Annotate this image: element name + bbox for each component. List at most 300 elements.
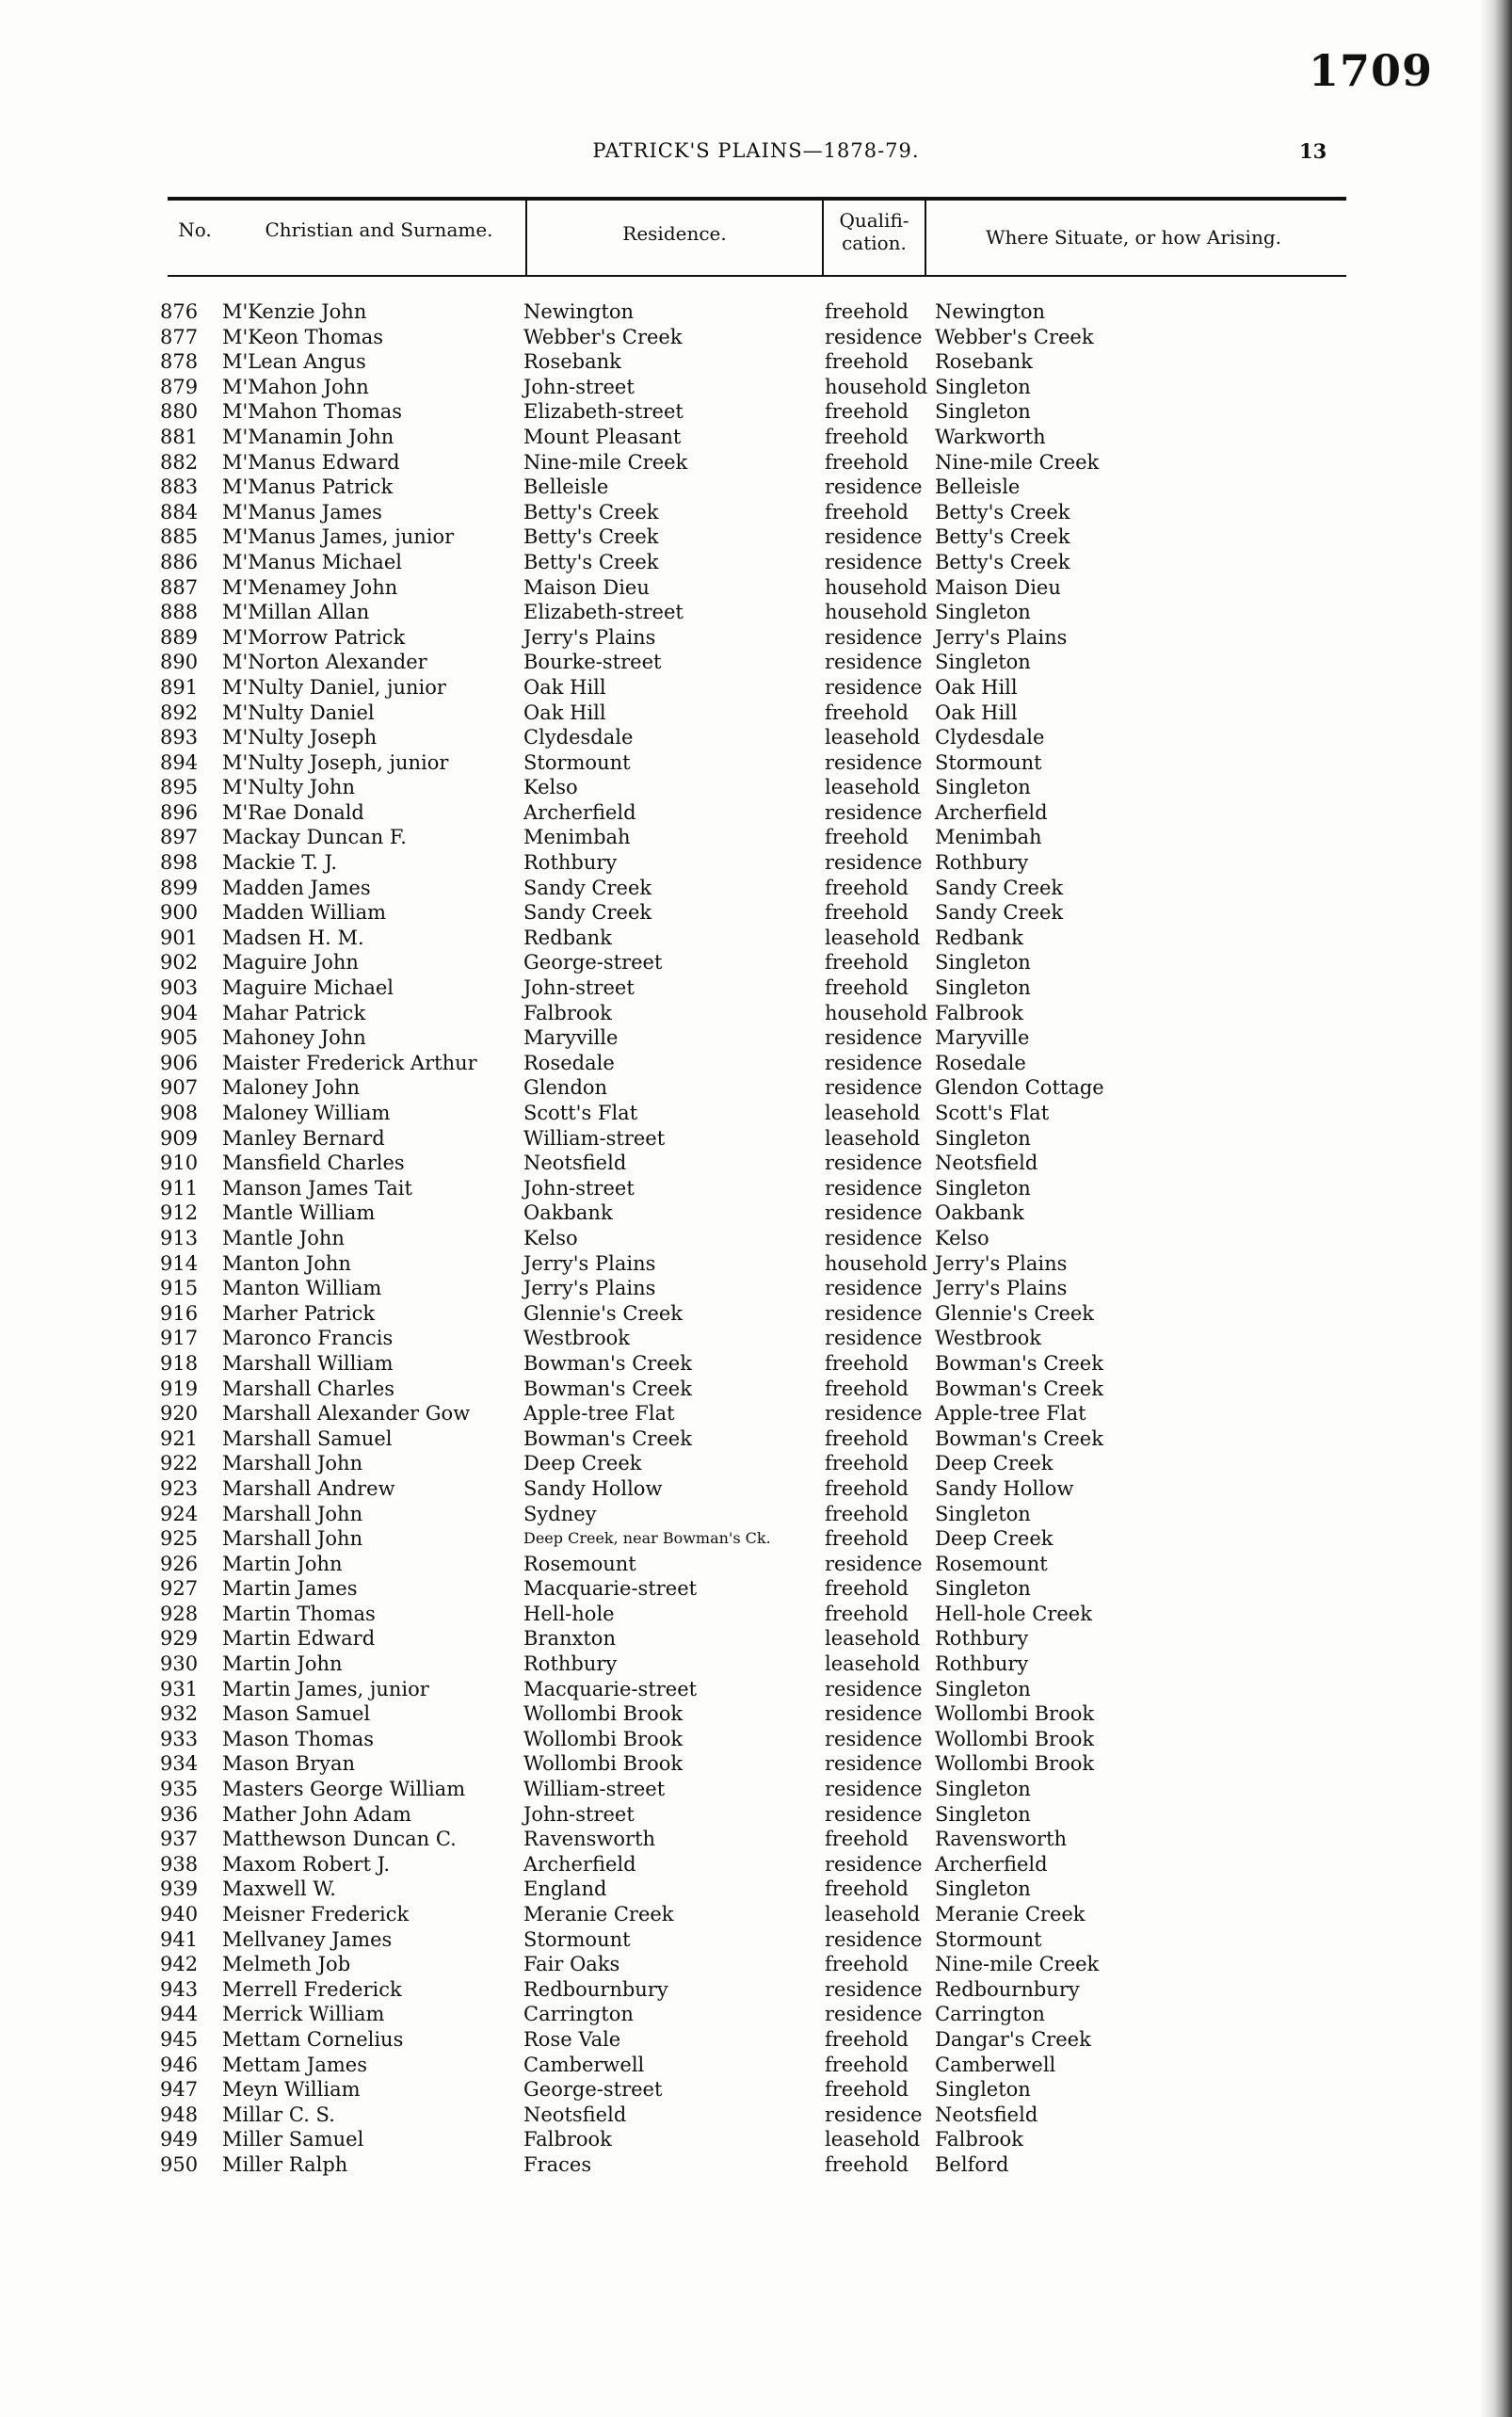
table-row: [0, 2127, 1512, 2152]
row-name: Martin John: [222, 1652, 343, 1676]
row-number: 923: [160, 1476, 199, 1500]
row-residence: Rose Vale: [523, 2027, 621, 2051]
row-residence: Sydney: [523, 1502, 597, 1525]
row-residence: Wollombi Brook: [523, 1752, 684, 1776]
row-qualification: residence: [825, 1051, 923, 1074]
row-residence: Rothbury: [523, 1652, 618, 1676]
row-where-situate: Scott's Flat: [935, 1102, 1050, 1124]
table-row: [0, 475, 1512, 500]
row-qualification: residence: [825, 2103, 923, 2126]
row-where-situate: Singleton: [935, 1176, 1031, 1200]
row-number: 918: [160, 1351, 199, 1375]
row-number: 939: [160, 1877, 199, 1901]
row-number: 948: [160, 2103, 199, 2126]
header-top-rule: [168, 197, 1346, 201]
row-where-situate: Rosedale: [935, 1051, 1026, 1074]
table-row: [0, 1652, 1512, 1677]
row-residence: Betty's Creek: [523, 550, 659, 573]
row-name: M'Rae Donald: [222, 800, 364, 824]
row-residence: Mount Pleasant: [523, 425, 682, 448]
row-where-situate: Westbrook: [935, 1327, 1042, 1350]
table-row: [0, 1126, 1512, 1152]
row-qualification: freehold: [825, 2152, 909, 2176]
row-residence: Deep Creek: [523, 1452, 642, 1475]
table-row: [0, 975, 1512, 1001]
row-name: M'Lean Angus: [222, 350, 366, 374]
row-name: M'Norton Alexander: [222, 651, 427, 674]
table-row: [0, 2152, 1512, 2178]
row-number: 922: [160, 1452, 199, 1475]
row-name: Marshall Samuel: [222, 1426, 393, 1450]
row-name: Mackay Duncan F.: [222, 826, 407, 849]
row-qualification: freehold: [825, 976, 909, 1000]
row-residence: Rosemount: [523, 1552, 636, 1575]
row-name: Maxom Robert J.: [222, 1852, 391, 1876]
row-residence: Jerry's Plains: [523, 625, 656, 649]
row-name: M'Nulty Daniel, junior: [222, 675, 446, 699]
row-qualification: residence: [825, 1677, 923, 1700]
table-row: [0, 1301, 1512, 1327]
row-where-situate: Falbrook: [935, 1001, 1023, 1024]
row-name: Maxwell W.: [222, 1877, 336, 1901]
row-name: Miller Ralph: [222, 2152, 348, 2176]
row-name: M'Manamin John: [222, 425, 394, 448]
table-row: [0, 2002, 1512, 2027]
row-number: 898: [160, 851, 199, 875]
row-residence: Neotsfield: [523, 2103, 627, 2126]
row-where-situate: Archerfield: [935, 800, 1048, 824]
row-qualification: freehold: [825, 2053, 909, 2076]
row-number: 890: [160, 651, 199, 674]
row-number: 889: [160, 625, 199, 649]
row-where-situate: Singleton: [935, 776, 1031, 799]
row-residence: Redbournbury: [523, 1977, 668, 2001]
row-residence: John-street: [523, 976, 635, 1000]
row-qualification: residence: [825, 1226, 923, 1249]
row-where-situate: Rothbury: [935, 1652, 1029, 1676]
row-number: 892: [160, 701, 199, 724]
row-qualification: freehold: [825, 1377, 909, 1400]
row-where-situate: Meranie Creek: [935, 1903, 1086, 1926]
row-qualification: residence: [825, 1201, 923, 1225]
table-row: [0, 1526, 1512, 1552]
row-name: M'Nulty Joseph: [222, 726, 378, 749]
row-where-situate: Singleton: [935, 375, 1031, 398]
row-where-situate: Sandy Creek: [935, 876, 1064, 899]
row-name: Martin Edward: [222, 1627, 376, 1651]
table-row: [0, 1326, 1512, 1351]
row-number: 946: [160, 2053, 199, 2076]
row-where-situate: Singleton: [935, 1126, 1031, 1150]
row-qualification: freehold: [825, 350, 909, 374]
row-where-situate: Betty's Creek: [935, 550, 1070, 573]
row-residence: England: [523, 1877, 607, 1901]
row-number: 937: [160, 1828, 199, 1851]
row-qualification: freehold: [825, 951, 909, 975]
row-name: M'Manus Edward: [222, 450, 400, 474]
row-name: Marshall John: [222, 1527, 363, 1551]
table-row: [0, 850, 1512, 876]
row-qualification: residence: [825, 1977, 923, 2001]
row-where-situate: Sandy Creek: [935, 901, 1064, 925]
row-name: Matthewson Duncan C.: [222, 1828, 457, 1851]
row-qualification: freehold: [825, 425, 909, 448]
table-row: [0, 1451, 1512, 1476]
table-row: [0, 1602, 1512, 1627]
row-residence: Sandy Creek: [523, 876, 652, 899]
row-where-situate: Jerry's Plains: [935, 1277, 1068, 1300]
row-where-situate: Clydesdale: [935, 726, 1045, 749]
row-qualification: residence: [825, 1852, 923, 1876]
row-number: 940: [160, 1903, 199, 1926]
table-row: [0, 1276, 1512, 1301]
row-name: M'Manus James, junior: [222, 525, 455, 549]
column-header-name: Christian and Surname.: [265, 218, 493, 241]
row-name: Marshall John: [222, 1502, 363, 1525]
table-row: [0, 1777, 1512, 1802]
row-residence: Stormount: [523, 1927, 631, 1951]
row-where-situate: Rosemount: [935, 1552, 1048, 1575]
row-number: 899: [160, 876, 199, 899]
row-qualification: residence: [825, 550, 923, 573]
row-qualification: residence: [825, 800, 923, 824]
row-qualification: freehold: [825, 901, 909, 925]
row-name: M'Nulty John: [222, 776, 355, 799]
row-name: Marher Patrick: [222, 1301, 376, 1325]
table-row: [0, 1401, 1512, 1426]
row-where-situate: Bowman's Creek: [935, 1426, 1103, 1450]
row-number: 902: [160, 951, 199, 975]
row-number: 947: [160, 2078, 199, 2102]
table-row: [0, 650, 1512, 675]
table-row: [0, 1251, 1512, 1277]
row-qualification: residence: [825, 325, 923, 348]
row-where-situate: Hell-hole Creek: [935, 1602, 1092, 1625]
row-number: 876: [160, 300, 199, 323]
row-number: 943: [160, 1977, 199, 2001]
table-row: [0, 1351, 1512, 1377]
row-name: Mansfield Charles: [222, 1152, 405, 1175]
row-name: Marshall Andrew: [222, 1476, 395, 1500]
table-row: [0, 1176, 1512, 1201]
row-number: 925: [160, 1527, 199, 1551]
row-name: Maronco Francis: [222, 1327, 394, 1350]
row-number: 941: [160, 1927, 199, 1951]
row-name: Mantle William: [222, 1201, 376, 1225]
table-row: [0, 1677, 1512, 1702]
row-residence: Menimbah: [523, 826, 631, 849]
row-number: 932: [160, 1702, 199, 1726]
row-residence: Elizabeth-street: [523, 601, 684, 624]
row-number: 908: [160, 1102, 199, 1124]
row-name: M'Nulty Daniel: [222, 701, 375, 724]
row-where-situate: Maryville: [935, 1026, 1030, 1050]
row-where-situate: Singleton: [935, 2078, 1031, 2102]
row-residence: Wollombi Brook: [523, 1727, 684, 1750]
row-residence: Archerfield: [523, 1852, 636, 1876]
row-number: 878: [160, 350, 199, 374]
table-row: [0, 1476, 1512, 1502]
row-qualification: freehold: [825, 1953, 909, 1976]
row-qualification: freehold: [825, 1452, 909, 1475]
row-number: 913: [160, 1226, 199, 1249]
row-number: 936: [160, 1802, 199, 1826]
row-number: 907: [160, 1076, 199, 1100]
row-residence: Ravensworth: [523, 1828, 656, 1851]
row-where-situate: Singleton: [935, 400, 1031, 424]
row-name: Masters George William: [222, 1778, 466, 1801]
row-number: 933: [160, 1727, 199, 1750]
row-qualification: leasehold: [825, 1102, 921, 1124]
row-name: M'Manus Michael: [222, 550, 402, 573]
row-qualification: residence: [825, 1552, 923, 1575]
row-where-situate: Apple-tree Flat: [935, 1402, 1086, 1426]
row-name: M'Menamey John: [222, 575, 398, 599]
row-qualification: residence: [825, 1402, 923, 1426]
row-number: 927: [160, 1577, 199, 1601]
row-where-situate: Singleton: [935, 651, 1031, 674]
row-qualification: freehold: [825, 1602, 909, 1625]
row-residence: Jerry's Plains: [523, 1277, 656, 1300]
row-where-situate: Betty's Creek: [935, 525, 1070, 549]
row-where-situate: Glennie's Creek: [935, 1301, 1095, 1325]
row-qualification: residence: [825, 1802, 923, 1826]
table-row: [0, 399, 1512, 425]
row-qualification: freehold: [825, 1476, 909, 1500]
row-qualification: freehold: [825, 1577, 909, 1601]
row-residence: Bourke-street: [523, 651, 662, 674]
row-qualification: residence: [825, 1176, 923, 1200]
row-qualification: residence: [825, 1927, 923, 1951]
table-row: [0, 1852, 1512, 1877]
row-where-situate: Singleton: [935, 951, 1031, 975]
table-row: [0, 675, 1512, 701]
row-residence: Hell-hole: [523, 1602, 615, 1625]
row-qualification: freehold: [825, 400, 909, 424]
row-number: 928: [160, 1602, 199, 1625]
row-where-situate: Singleton: [935, 1877, 1031, 1901]
row-qualification: leasehold: [825, 1652, 921, 1676]
table-row: [0, 500, 1512, 525]
row-residence: John-street: [523, 1802, 635, 1826]
row-number: 926: [160, 1552, 199, 1575]
row-qualification: residence: [825, 651, 923, 674]
table-row: [0, 375, 1512, 400]
row-residence: Camberwell: [523, 2053, 645, 2076]
row-residence: Rosedale: [523, 1051, 615, 1074]
row-number: 945: [160, 2027, 199, 2051]
row-where-situate: Wollombi Brook: [935, 1702, 1095, 1726]
row-qualification: freehold: [825, 826, 909, 849]
row-where-situate: Singleton: [935, 1502, 1031, 1525]
row-qualification: residence: [825, 475, 923, 499]
row-where-situate: Sandy Hollow: [935, 1476, 1074, 1500]
row-qualification: freehold: [825, 1527, 909, 1551]
table-row: [0, 1952, 1512, 1977]
row-name: Maister Frederick Arthur: [222, 1051, 477, 1074]
table-row: [0, 1927, 1512, 1953]
row-name: Marshall Alexander Gow: [222, 1402, 471, 1426]
row-residence: Kelso: [523, 1226, 578, 1249]
row-name: Mather John Adam: [222, 1802, 411, 1826]
row-qualification: leasehold: [825, 1627, 921, 1651]
row-residence: Jerry's Plains: [523, 1251, 656, 1275]
table-row: [0, 325, 1512, 350]
row-residence: Westbrook: [523, 1327, 631, 1350]
row-qualification: residence: [825, 1026, 923, 1050]
row-number: 891: [160, 675, 199, 699]
row-number: 880: [160, 400, 199, 424]
row-qualification: residence: [825, 1277, 923, 1300]
row-name: Manley Bernard: [222, 1126, 385, 1150]
row-number: 910: [160, 1152, 199, 1175]
row-qualification: residence: [825, 625, 923, 649]
table-row: [0, 900, 1512, 926]
row-where-situate: Singleton: [935, 976, 1031, 1000]
table-row: [0, 1001, 1512, 1026]
row-name: Madden William: [222, 901, 387, 925]
row-name: Meyn William: [222, 2078, 361, 2102]
row-name: Millar C. S.: [222, 2103, 335, 2126]
row-where-situate: Redbournbury: [935, 1977, 1080, 2001]
table-row: [0, 524, 1512, 550]
row-name: Maloney William: [222, 1102, 391, 1124]
row-number: 884: [160, 500, 199, 524]
row-qualification: leasehold: [825, 926, 921, 949]
row-where-situate: Bowman's Creek: [935, 1351, 1103, 1375]
row-name: M'Morrow Patrick: [222, 625, 406, 649]
row-where-situate: Deep Creek: [935, 1527, 1054, 1551]
page-number: 13: [1299, 139, 1327, 163]
row-residence: Oak Hill: [523, 675, 606, 699]
row-where-situate: Deep Creek: [935, 1452, 1054, 1475]
row-where-situate: Singleton: [935, 1677, 1031, 1700]
table-row: [0, 349, 1512, 375]
row-where-situate: Webber's Creek: [935, 325, 1094, 348]
row-qualification: residence: [825, 1301, 923, 1325]
table-row: [0, 1877, 1512, 1902]
row-name: Maguire Michael: [222, 976, 394, 1000]
row-where-situate: Neotsfield: [935, 2103, 1038, 2126]
row-where-situate: Glendon Cottage: [935, 1076, 1104, 1100]
row-residence: Macquarie-street: [523, 1577, 698, 1601]
row-residence: Fair Oaks: [523, 1953, 620, 1976]
row-qualification: freehold: [825, 1351, 909, 1375]
table-row: [0, 625, 1512, 651]
row-number: 887: [160, 575, 199, 599]
row-number: 950: [160, 2152, 199, 2176]
table-row: [0, 926, 1512, 951]
row-name: Maguire John: [222, 951, 359, 975]
table-row: [0, 600, 1512, 625]
row-name: Mahar Patrick: [222, 1001, 366, 1024]
elector-list: [0, 299, 1512, 2178]
row-number: 912: [160, 1201, 199, 1225]
row-residence: Elizabeth-street: [523, 400, 684, 424]
row-number: 934: [160, 1752, 199, 1776]
row-name: Martin James: [222, 1577, 358, 1601]
row-where-situate: Bowman's Creek: [935, 1377, 1103, 1400]
row-number: 896: [160, 800, 199, 824]
row-qualification: freehold: [825, 876, 909, 899]
row-qualification: freehold: [825, 701, 909, 724]
table-row: [0, 1200, 1512, 1226]
row-where-situate: Singleton: [935, 1577, 1031, 1601]
row-number: 897: [160, 826, 199, 849]
row-where-situate: Newington: [935, 300, 1046, 323]
row-name: Marshall John: [222, 1452, 363, 1475]
row-where-situate: Falbrook: [935, 2128, 1023, 2151]
table-row: [0, 1226, 1512, 1251]
table-row: [0, 1051, 1512, 1076]
row-qualification: residence: [825, 675, 923, 699]
row-name: M'Millan Allan: [222, 601, 370, 624]
row-name: Marshall William: [222, 1351, 394, 1375]
row-residence: Falbrook: [523, 2128, 612, 2151]
row-number: 903: [160, 976, 199, 1000]
row-qualification: freehold: [825, 500, 909, 524]
table-row: [0, 1827, 1512, 1852]
row-number: 924: [160, 1502, 199, 1525]
row-number: 905: [160, 1026, 199, 1050]
row-qualification: leasehold: [825, 2128, 921, 2151]
row-residence: Betty's Creek: [523, 500, 659, 524]
row-where-situate: Nine-mile Creek: [935, 450, 1100, 474]
row-qualification: freehold: [825, 300, 909, 323]
table-row: [0, 1426, 1512, 1452]
row-where-situate: Nine-mile Creek: [935, 1953, 1100, 1976]
row-qualification: residence: [825, 1702, 923, 1726]
row-number: 915: [160, 1277, 199, 1300]
table-row: [0, 725, 1512, 750]
row-qualification: residence: [825, 1778, 923, 1801]
row-where-situate: Neotsfield: [935, 1152, 1038, 1175]
row-name: Mason Bryan: [222, 1752, 356, 1776]
row-residence: Rosebank: [523, 350, 621, 374]
row-where-situate: Warkworth: [935, 425, 1046, 448]
row-residence: Bowman's Creek: [523, 1351, 692, 1375]
row-residence: Wollombi Brook: [523, 1702, 684, 1726]
row-residence: Glennie's Creek: [523, 1301, 684, 1325]
row-name: Mellvaney James: [222, 1927, 393, 1951]
row-qualification: household: [825, 375, 928, 398]
table-row: [0, 550, 1512, 575]
row-residence: Deep Creek, near Bowman's Ck.: [523, 1529, 771, 1548]
table-row: [0, 750, 1512, 776]
row-residence: Betty's Creek: [523, 525, 659, 549]
row-residence: Meranie Creek: [523, 1903, 674, 1926]
row-name: Maloney John: [222, 1076, 360, 1100]
row-where-situate: Menimbah: [935, 826, 1042, 849]
row-name: Miller Samuel: [222, 2128, 364, 2151]
row-number: 916: [160, 1301, 199, 1325]
row-number: 882: [160, 450, 199, 474]
row-where-situate: Ravensworth: [935, 1828, 1068, 1851]
table-row: [0, 1751, 1512, 1777]
row-where-situate: Singleton: [935, 1778, 1031, 1801]
table-row: [0, 1576, 1512, 1602]
table-row: [0, 1727, 1512, 1752]
row-number: 949: [160, 2128, 199, 2151]
table-row: [0, 575, 1512, 601]
row-residence: Rothbury: [523, 851, 618, 875]
row-number: 893: [160, 726, 199, 749]
row-qualification: residence: [825, 1752, 923, 1776]
row-where-situate: Jerry's Plains: [935, 625, 1068, 649]
row-residence: Sandy Hollow: [523, 1476, 663, 1500]
row-number: 877: [160, 325, 199, 348]
row-number: 900: [160, 901, 199, 925]
